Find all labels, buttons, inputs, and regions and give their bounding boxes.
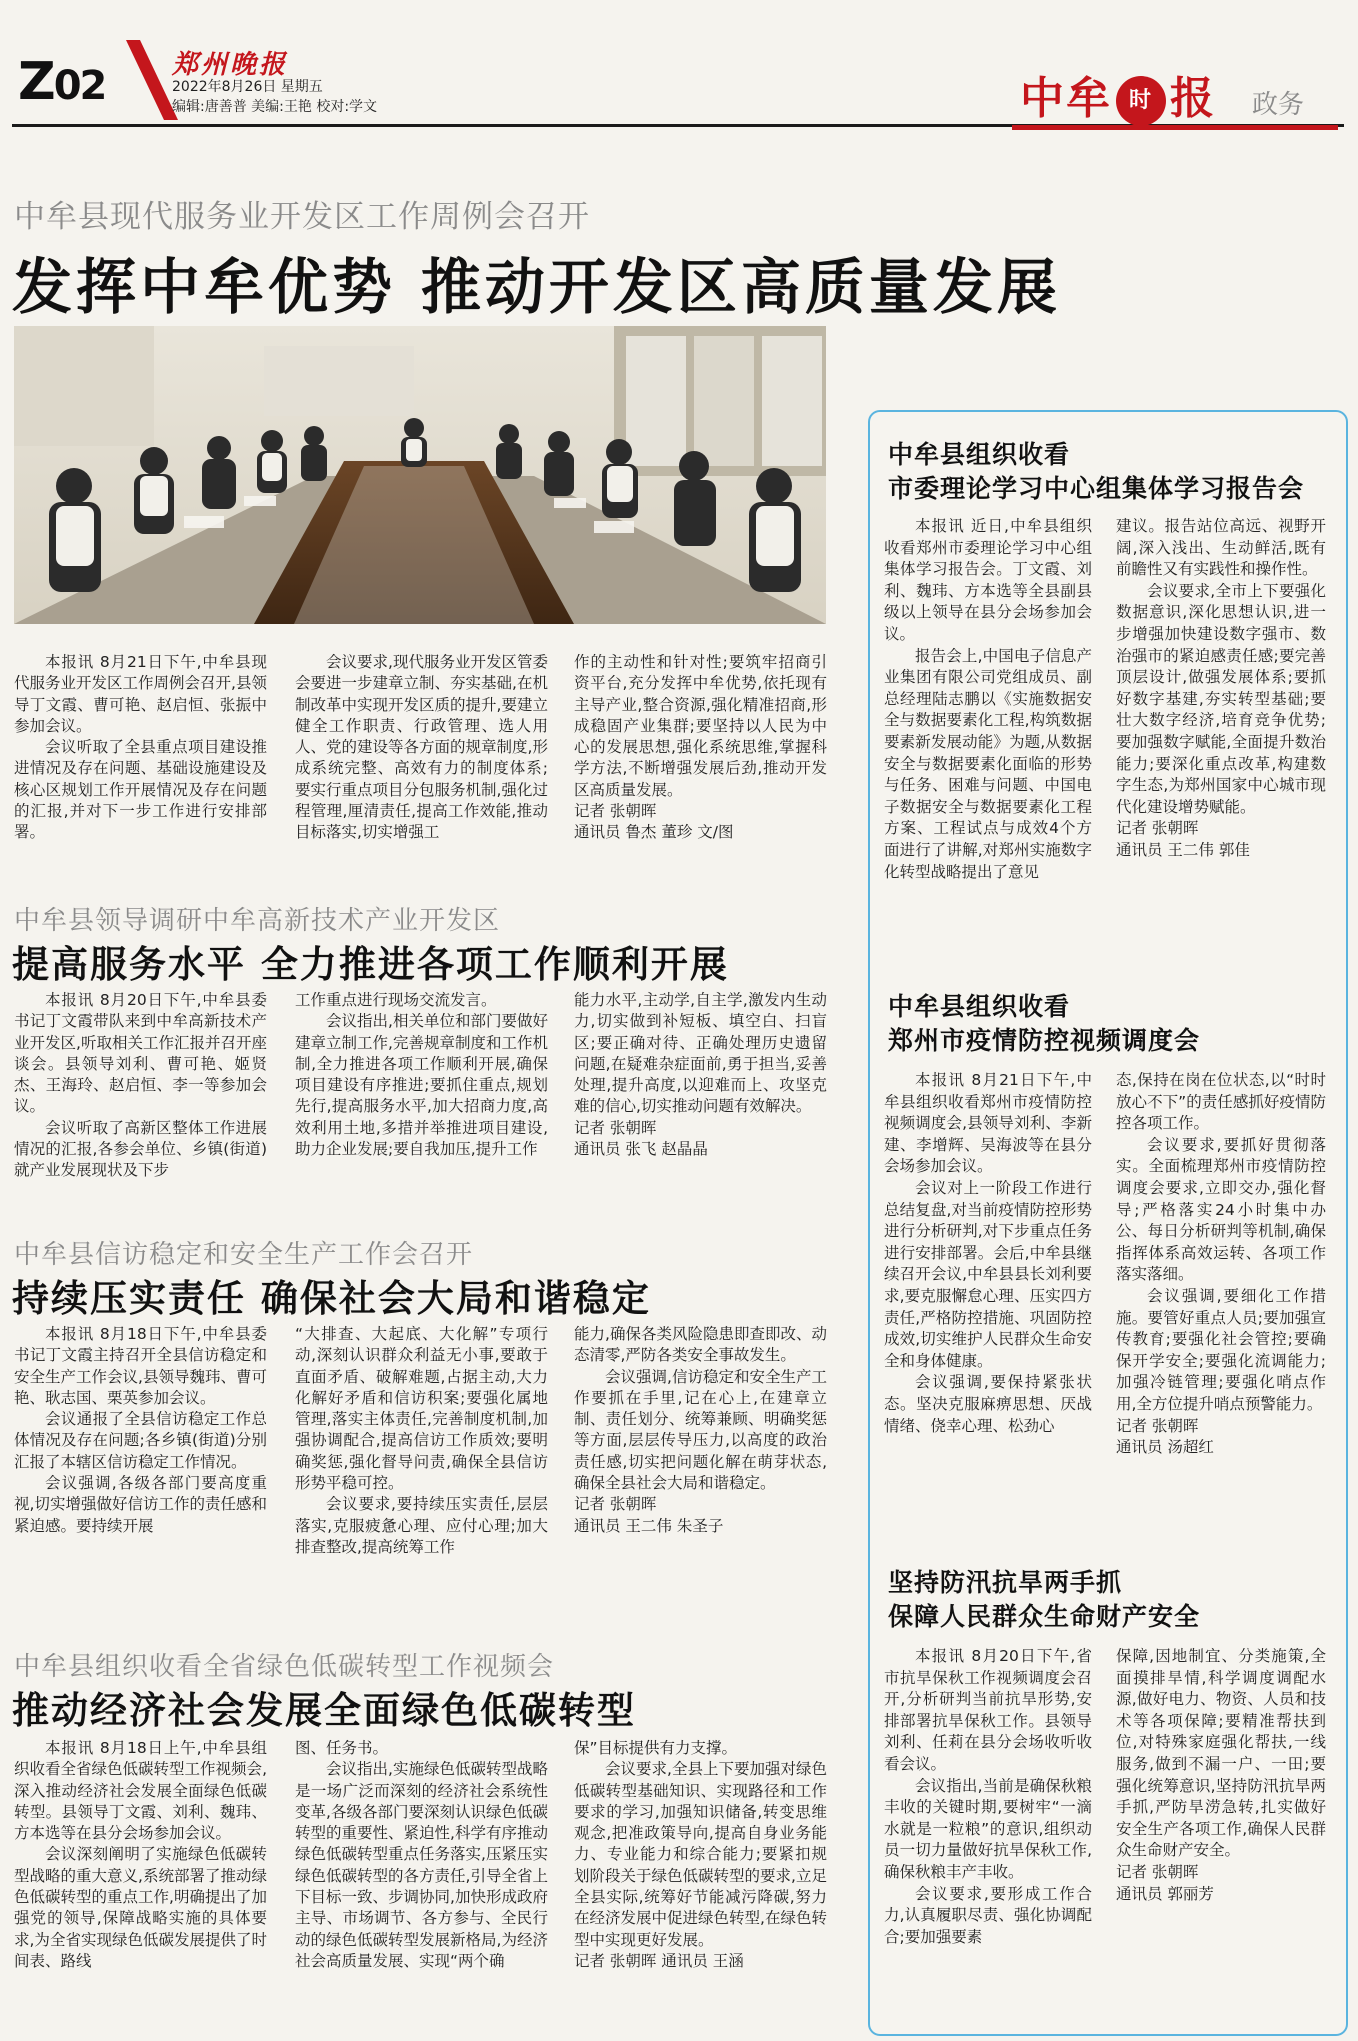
section-label: 政务 <box>1252 90 1305 120</box>
a1-byline-reporter: 记者 张朝晖 <box>574 802 657 821</box>
r3-title-line-2: 保障人民群众生命财产安全 <box>888 1602 1201 1631</box>
r3-column-2: 保障,因地制宜、分类施策,全面摸排旱情,科学调度调配水源,做好电力、物资、人员和技术等各项保障;要精准帮扶到位,对特殊家庭强化帮扶,一线服务,做到不漏一户、一田;要强化统筹意识,坚持防汛抗旱两手抓,严防旱涝急转,扎实做好安全生产各项工作,确保人民群众生命财产安全。 记者 张朝晖 通讯员 郭丽芳 <box>1116 1646 1326 1905</box>
a4-column-3: 保”目标提供有力支撑。 会议要求,全县上下要加强对绿色低碳转型基础知识、实现路径和工作要求的学习,加强知识储备,转变思维观念,把准政策导向,提高自身业务能力、专业能力和综合能力;要紧扣规划阶段关于绿色低碳转型的要求,立足全县实际,统筹好节能减污降碳,努力在经济发展中促进绿色转型,在绿色转型中实现更好发展。 记者 张朝晖 通讯员 王涵 <box>574 1738 827 1972</box>
a3-column-2: “大排查、大起底、大化解”专项行动,深刻认识群众利益无小事,要敢于直面矛盾、破解难题,占据主动,大力化解好矛盾和信访积案;要强化属地管理,落实主体责任,完善制度机制,加强协调配合,提高信访工作质效;要明确奖惩,强化督导问责,确保全县信访形势平稳可控。 会议要求,要持续压实责任,层层落实,克服疲惫心理、应付心理;加大排查整改,提高统筹工作 <box>295 1325 548 1556</box>
r2-column-1: 本报讯 8月21日下午,中牟县组织收看郑州市疫情防控视频调度会,县领导刘利、李新建、李增辉、吴海波等在县分会场参加会议。 会议对上一阶段工作进行总结复盘,对当前疫情防控形势进行分析研判,对下步重点任务进行安排部署。会后,中牟县继续召开会议,中牟县县长刘利要求,要克服懈怠心理、压实四方责任,严格防控措施、巩固防控成效,切实维护人民群众生命安全和身体健康。 会议强调,要保持紧张状态。坚决克服麻痹思想、厌战情绪、侥幸心理、松劲心 <box>884 1071 1092 1435</box>
a2-kicker: 中牟县领导调研中牟高新技术产业开发区 <box>14 906 501 936</box>
r2-byline-correspondent: 通讯员 汤超红 <box>1116 1438 1214 1457</box>
r1-byline-reporter: 记者 张朝晖 <box>1116 819 1199 838</box>
a1-column-2: 会议要求,现代服务业开发区管委会要进一步建章立制、夯实基础,在机制改革中实现开发区质的提升,要建立健全工作职责、行政管理、选人用人、党的建设等各方面的规章制度,形成系统完整、高效有力的制度体系;要实行重点项目分包服务机制,强化过程管理,厘清责任,提高工作效能,推动目标落实,切实增强工 <box>295 653 548 842</box>
editor-credits: 编辑:唐善普 美编:王艳 校对:学文 <box>172 99 378 115</box>
r3-column-1: 本报讯 8月20日下午,省市抗旱保秋工作视频调度会召开,分析研判当前抗旱形势,安排部署抗旱保秋工作。县领导刘利、任莉在县分会场收听收看会议。 会议指出,当前是确保秋粮丰收的关键时期,要树牢“一滴水就是一粒粮”的意识,组织动员一切力量做好抗旱保秋工作,确保秋粮丰产丰收。 会议要求,要形成工作合力,认真履职尽责、强化协调配合;要加强要素 <box>884 1647 1092 1946</box>
page-number: Z02 <box>18 52 106 112</box>
a3-column-1: 本报讯 8月18日下午,中牟县委书记丁文霞主持召开全县信访稳定和安全生产工作会议,县领导魏玮、曹可艳、耿志国、栗英参加会议。 会议通报了全县信访稳定工作总体情况及存在问题;各乡镇(街道)分别汇报了本辖区信访稳定工作情况。 会议强调,各级各部门要高度重视,切实增强做好信访工作的责任感和紧迫感。要持续开展 <box>14 1325 267 1535</box>
a4-headline: 推动经济社会发展全面绿色低碳转型 <box>12 1689 636 1732</box>
issue-date: 2022年8月26日 星期五 <box>172 79 323 95</box>
r2-title-line-2: 郑州市疫情防控视频调度会 <box>888 1026 1201 1055</box>
r1-title-line-2: 市委理论学习中心组集体学习报告会 <box>888 474 1305 503</box>
meeting-photo <box>14 326 826 624</box>
r1-byline-correspondent: 通讯员 王二伟 郭佳 <box>1116 840 1250 859</box>
a2-byline-reporter: 记者 张朝晖 <box>574 1118 657 1137</box>
a3-byline-reporter: 记者 张朝晖 <box>574 1495 657 1514</box>
a2-column-1: 本报讯 8月20日下午,中牟县委书记丁文霞带队来到中牟高新技术产业开发区,听取相关工作汇报并召开座谈会。县领导刘利、曹可艳、姬贤杰、王海玲、赵启恒、李一等参加会议。 会议听取了高新区整体工作进展情况的汇报,各参会单位、乡镇(街道)就产业发展现状及下步 <box>14 991 267 1180</box>
a2-column-3: 能力水平,主动学,自主学,激发内生动力,切实做到补短板、填空白、扫盲区;要正确对待、正确处理历史遗留问题,在疑难杂症面前,勇于担当,妥善处理,提升高度,以迎难而上、攻坚克难的信心,切实推动问题有效解决。 记者 张朝晖 通讯员 张飞 赵晶晶 <box>574 990 827 1160</box>
paper-logo: 郑州晚报 <box>172 50 289 80</box>
a1-column-3: 作的主动性和针对性;要筑牢招商引资平台,充分发挥中牟优势,依托现有主导产业,整合资源,强化精准招商,形成稳固产业集群;要坚持以人民为中心的发展思想,强化系统思维,掌握科学方法,不断增强发展后劲,推动开发区高质量发展。 记者 张朝晖 通讯员 鲁杰 董珍 文/图 <box>574 652 827 844</box>
brand-logo: 中牟 时 报 <box>1020 73 1216 124</box>
a1-kicker: 中牟县现代服务业开发区工作周例会召开 <box>14 199 590 235</box>
r3-title-line-1: 坚持防汛抗旱两手抓 <box>888 1568 1123 1597</box>
r3-byline-correspondent: 通讯员 郭丽芳 <box>1116 1884 1214 1903</box>
a2-byline-correspondent: 通讯员 张飞 赵晶晶 <box>574 1140 708 1159</box>
brand-rule <box>1012 125 1338 130</box>
a4-kicker: 中牟县组织收看全省绿色低碳转型工作视频会 <box>14 1652 555 1682</box>
a3-headline: 持续压实责任 确保社会大局和谐稳定 <box>12 1277 651 1320</box>
r3-byline-reporter: 记者 张朝晖 <box>1116 1862 1199 1881</box>
a3-byline-correspondent: 通讯员 王二伟 朱圣子 <box>574 1516 724 1535</box>
r2-title-line-1: 中牟县组织收看 <box>888 992 1071 1021</box>
r1-column-1: 本报讯 近日,中牟县组织收看郑州市委理论学习中心组集体学习报告会。丁文霞、刘利、魏玮、方本选等全县副县级以上领导在县分会场参加会议。 报告会上,中国电子信息产业集团有限公司党组成员、副总经理陆志鹏以《实施数据安全与数据要素化工程,构筑数据要素新发展动能》为题,从数据安全与数据要素化面临的形势与任务、困难与问题、中国电子数据安全与数据要素化工程方案、工程试点与成效4个方面进行了讲解,对郑州实施数字化转型战略提出了意见 <box>884 517 1092 881</box>
a3-kicker: 中牟县信访稳定和安全生产工作会召开 <box>14 1240 474 1270</box>
a2-column-2: 工作重点进行现场交流发言。 会议指出,相关单位和部门要做好建章立制工作,完善规章制度和工作机制,全力推进各项工作顺利开展,确保项目建设有序推进;要抓住重点,规划先行,提高服务水平,加大招商力度,高效利用土地,多措并举推进项目建设,助力企业发展;要自我加压,提升工作 <box>295 991 548 1159</box>
a4-byline: 记者 张朝晖 通讯员 王涵 <box>574 1951 744 1970</box>
a4-column-2: 图、任务书。 会议指出,实施绿色低碳转型战略是一场广泛而深刻的经济社会系统性变革,各级各部门要深刻认识绿色低碳转型的重要性、紧迫性,科学有序推动绿色低碳转型重点任务落实,压紧压实绿色低碳转型的各方责任,引导全省上下目标一致、步调协同,加快形成政府主导、市场调节、各方参与、全民行动的绿色低碳转型发展新格局,为经济社会高质量发展、实现“两个确 <box>295 1739 548 1970</box>
a2-headline: 提高服务水平 全力推进各项工作顺利开展 <box>12 943 729 986</box>
brand-circle: 时 <box>1116 76 1166 126</box>
r1-column-2: 建议。报告站位高远、视野开阔,深入浅出、生动鲜活,既有前瞻性又有实践性和操作性。 会议要求,全市上下要强化数据意识,深化思想认识,进一步增强加快建设数字强市、数治强市的紧迫感责任感;要完善顶层设计,做强发展体系;要抓好数字基建,夯实转型基础;要壮大数字经济,培育竞争优势;要加强数字赋能,全面提升数治能力;要深化重点改革,构建数字生态,为郑州国家中心城市现代化建设增势赋能。 记者 张朝晖 通讯员 王二伟 郭佳 <box>1116 516 1326 862</box>
r2-column-2: 态,保持在岗在位状态,以“时时放心不下”的责任感抓好疫情防控各项工作。 会议要求,要抓好贯彻落实。全面梳理郑州市疫情防控调度会要求,立即交办,强化督导;严格落实24小时集中办公、每日分析研判等机制,确保指挥体系高效运转、各项工作落实落细。 会议强调,要细化工作措施。要管好重点人员;要加强宣传教育;要强化社会管控;要确保开学安全;要强化流调能力;加强冷链管理;要强化哨点作用,全方位提升哨点预警能力。 记者 张朝晖 通讯员 汤超红 <box>1116 1070 1326 1459</box>
a1-column-1: 本报讯 8月21日下午,中牟县现代服务业开发区工作周例会召开,县领导丁文霞、曹可艳、赵启恒、张振中参加会议。 会议听取了全县重点项目建设推进情况及存在问题、基础设施建设及核心区规划工作开展情况及存在问题的汇报,并对下一步工作进行安排部署。 <box>14 653 267 842</box>
a3-column-3: 能力,确保各类风险隐患即查即改、动态清零,严防各类安全事故发生。 会议强调,信访稳定和安全生产工作要抓在手里,记在心上,在建章立制、责任划分、统筹兼顾、明确奖惩等方面,层层传导压力,以高度的政治责任感,切实把问题化解在萌芽状态,确保全县社会大局和谐稳定。 记者 张朝晖 通讯员 王二伟 朱圣子 <box>574 1324 827 1537</box>
a4-column-1: 本报讯 8月18日上午,中牟县组织收看全省绿色低碳转型工作视频会,深入推动经济社会发展全面绿色低碳转型。县领导丁文霞、刘利、魏玮、方本选等在县分会场参加会议。 会议深刻阐明了实施绿色低碳转型战略的重大意义,系统部署了推动绿色低碳转型的重点工作,明确提出了加强党的领导,保障战略实施的具体要求,为全省实现绿色低碳发展提供了时间表、路线 <box>14 1739 267 1970</box>
a1-byline-correspondent: 通讯员 鲁杰 董珍 文/图 <box>574 823 734 842</box>
r1-title-line-1: 中牟县组织收看 <box>888 440 1071 469</box>
r2-byline-reporter: 记者 张朝晖 <box>1116 1416 1199 1435</box>
a1-headline: 发挥中牟优势 推动开发区高质量发展 <box>12 253 1061 323</box>
